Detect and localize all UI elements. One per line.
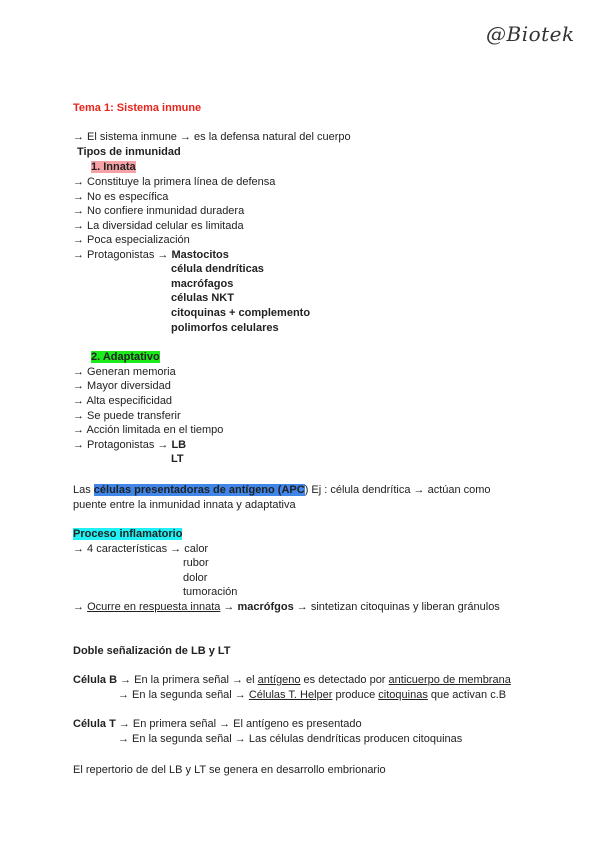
inflamatorio-caracteristica: tumoración: [183, 586, 238, 598]
adaptativo-item: → Se puede transferir: [73, 410, 181, 422]
footer-line: El repertorio de del LB y LT se genera en desarrollo embrionario: [73, 764, 386, 776]
signature-watermark: @Biotek: [486, 22, 575, 46]
apc-pre: Las: [73, 484, 94, 496]
inflamatorio-last-line: [73, 600, 500, 614]
adaptativo-protagonista: LB: [171, 439, 187, 451]
innata-heading-highlight: 1. Innata: [91, 161, 136, 173]
celula-b-text: → En la segunda señal →: [118, 689, 249, 701]
celula-b-line-1: [73, 673, 511, 687]
inflamatorio-caracteristica: dolor: [183, 572, 208, 584]
innata-protagonista: célula dendríticas: [171, 263, 264, 275]
adaptativo-heading: [91, 350, 160, 364]
adaptativo-item: → Alta especificidad: [73, 395, 173, 407]
innata-heading: [91, 160, 136, 174]
adaptativo-item: → Mayor diversidad: [73, 380, 171, 392]
celula-t-label: Célula T: [73, 718, 116, 730]
celula-b-text: → En la primera señal → el: [117, 674, 258, 686]
inflamatorio-last-mid: →: [220, 601, 238, 613]
apc-post: ) Ej : célula dendrítica → actúan como: [304, 484, 491, 496]
innata-protagonista: citoquinas + complemento: [171, 307, 311, 319]
innata-item: → Constituye la primera línea de defensa: [73, 176, 276, 188]
tipos-heading: Tipos de inmunidad: [77, 146, 181, 158]
celula-b-label: Célula B: [73, 674, 118, 686]
innata-item: → Poca especialización: [73, 234, 190, 246]
celula-b-line-2: [118, 688, 506, 702]
celula-t-text: → En primera señal → El antígeno es presentado: [115, 718, 362, 730]
inflamatorio-last-end: → sintetizan citoquinas y liberan gránulos: [293, 601, 500, 613]
innata-item: → La diversidad celular es limitada: [73, 220, 244, 232]
intro-line: → El sistema inmune → es la defensa natural del cuerpo: [73, 131, 351, 143]
celula-t-line-2: → En la segunda señal → Las células dendríticas producen citoquinas: [118, 733, 463, 745]
innata-item: → No confiere inmunidad duradera: [73, 205, 245, 217]
celula-b-text: es detectado por: [300, 674, 389, 686]
adaptativo-protagonistas-line: [73, 438, 186, 452]
celula-b-underlined: anticuerpo de membrana: [388, 674, 511, 686]
innata-item: → No es específica: [73, 191, 169, 203]
inflamatorio-caracteristica: rubor: [183, 557, 209, 569]
inflamatorio-underlined: Ocurre en respuesta innata: [87, 601, 221, 613]
celula-b-underlined: citoquinas: [378, 689, 428, 701]
celula-b-text: que activan c.B: [427, 689, 507, 701]
celula-b-underlined: antígeno: [257, 674, 301, 686]
adaptativo-protagonista: LT: [171, 453, 184, 465]
adaptativo-item: → Acción limitada en el tiempo: [73, 424, 224, 436]
adaptativo-heading-highlight: 2. Adaptativo: [91, 351, 160, 363]
inflamatorio-bold: macrófgos: [237, 601, 294, 613]
innata-protagonistas-line: [73, 248, 229, 262]
apc-line: [73, 483, 491, 497]
innata-protagonista: macrófagos: [171, 278, 234, 290]
innata-protagonistas-prefix: → Protagonistas →: [73, 249, 172, 261]
innata-protagonista: células NKT: [171, 292, 234, 304]
inflamatorio-intro: → 4 características → calor: [73, 543, 209, 555]
celula-t-line-1: [73, 717, 362, 731]
celula-b-underlined: Células T. Helper: [248, 689, 333, 701]
doble-heading: Doble señalización de LB y LT: [73, 645, 231, 657]
adaptativo-item: → Generan memoria: [73, 366, 176, 378]
inflamatorio-heading: [73, 527, 182, 541]
celula-b-text: produce: [332, 689, 379, 701]
innata-protagonista: Mastocitos: [171, 249, 229, 261]
page-title: Tema 1: Sistema inmune: [73, 102, 202, 114]
adaptativo-protagonistas-prefix: → Protagonistas →: [73, 439, 172, 451]
apc-highlight: células presentadoras de antígeno (APC: [93, 484, 305, 496]
inflamatorio-last-arrow: →: [73, 601, 88, 613]
apc-line-2: puente entre la inmunidad innata y adaptativa: [73, 499, 296, 511]
inflamatorio-heading-highlight: Proceso inflamatorio: [73, 528, 183, 540]
innata-protagonista: polimorfos celulares: [171, 322, 279, 334]
